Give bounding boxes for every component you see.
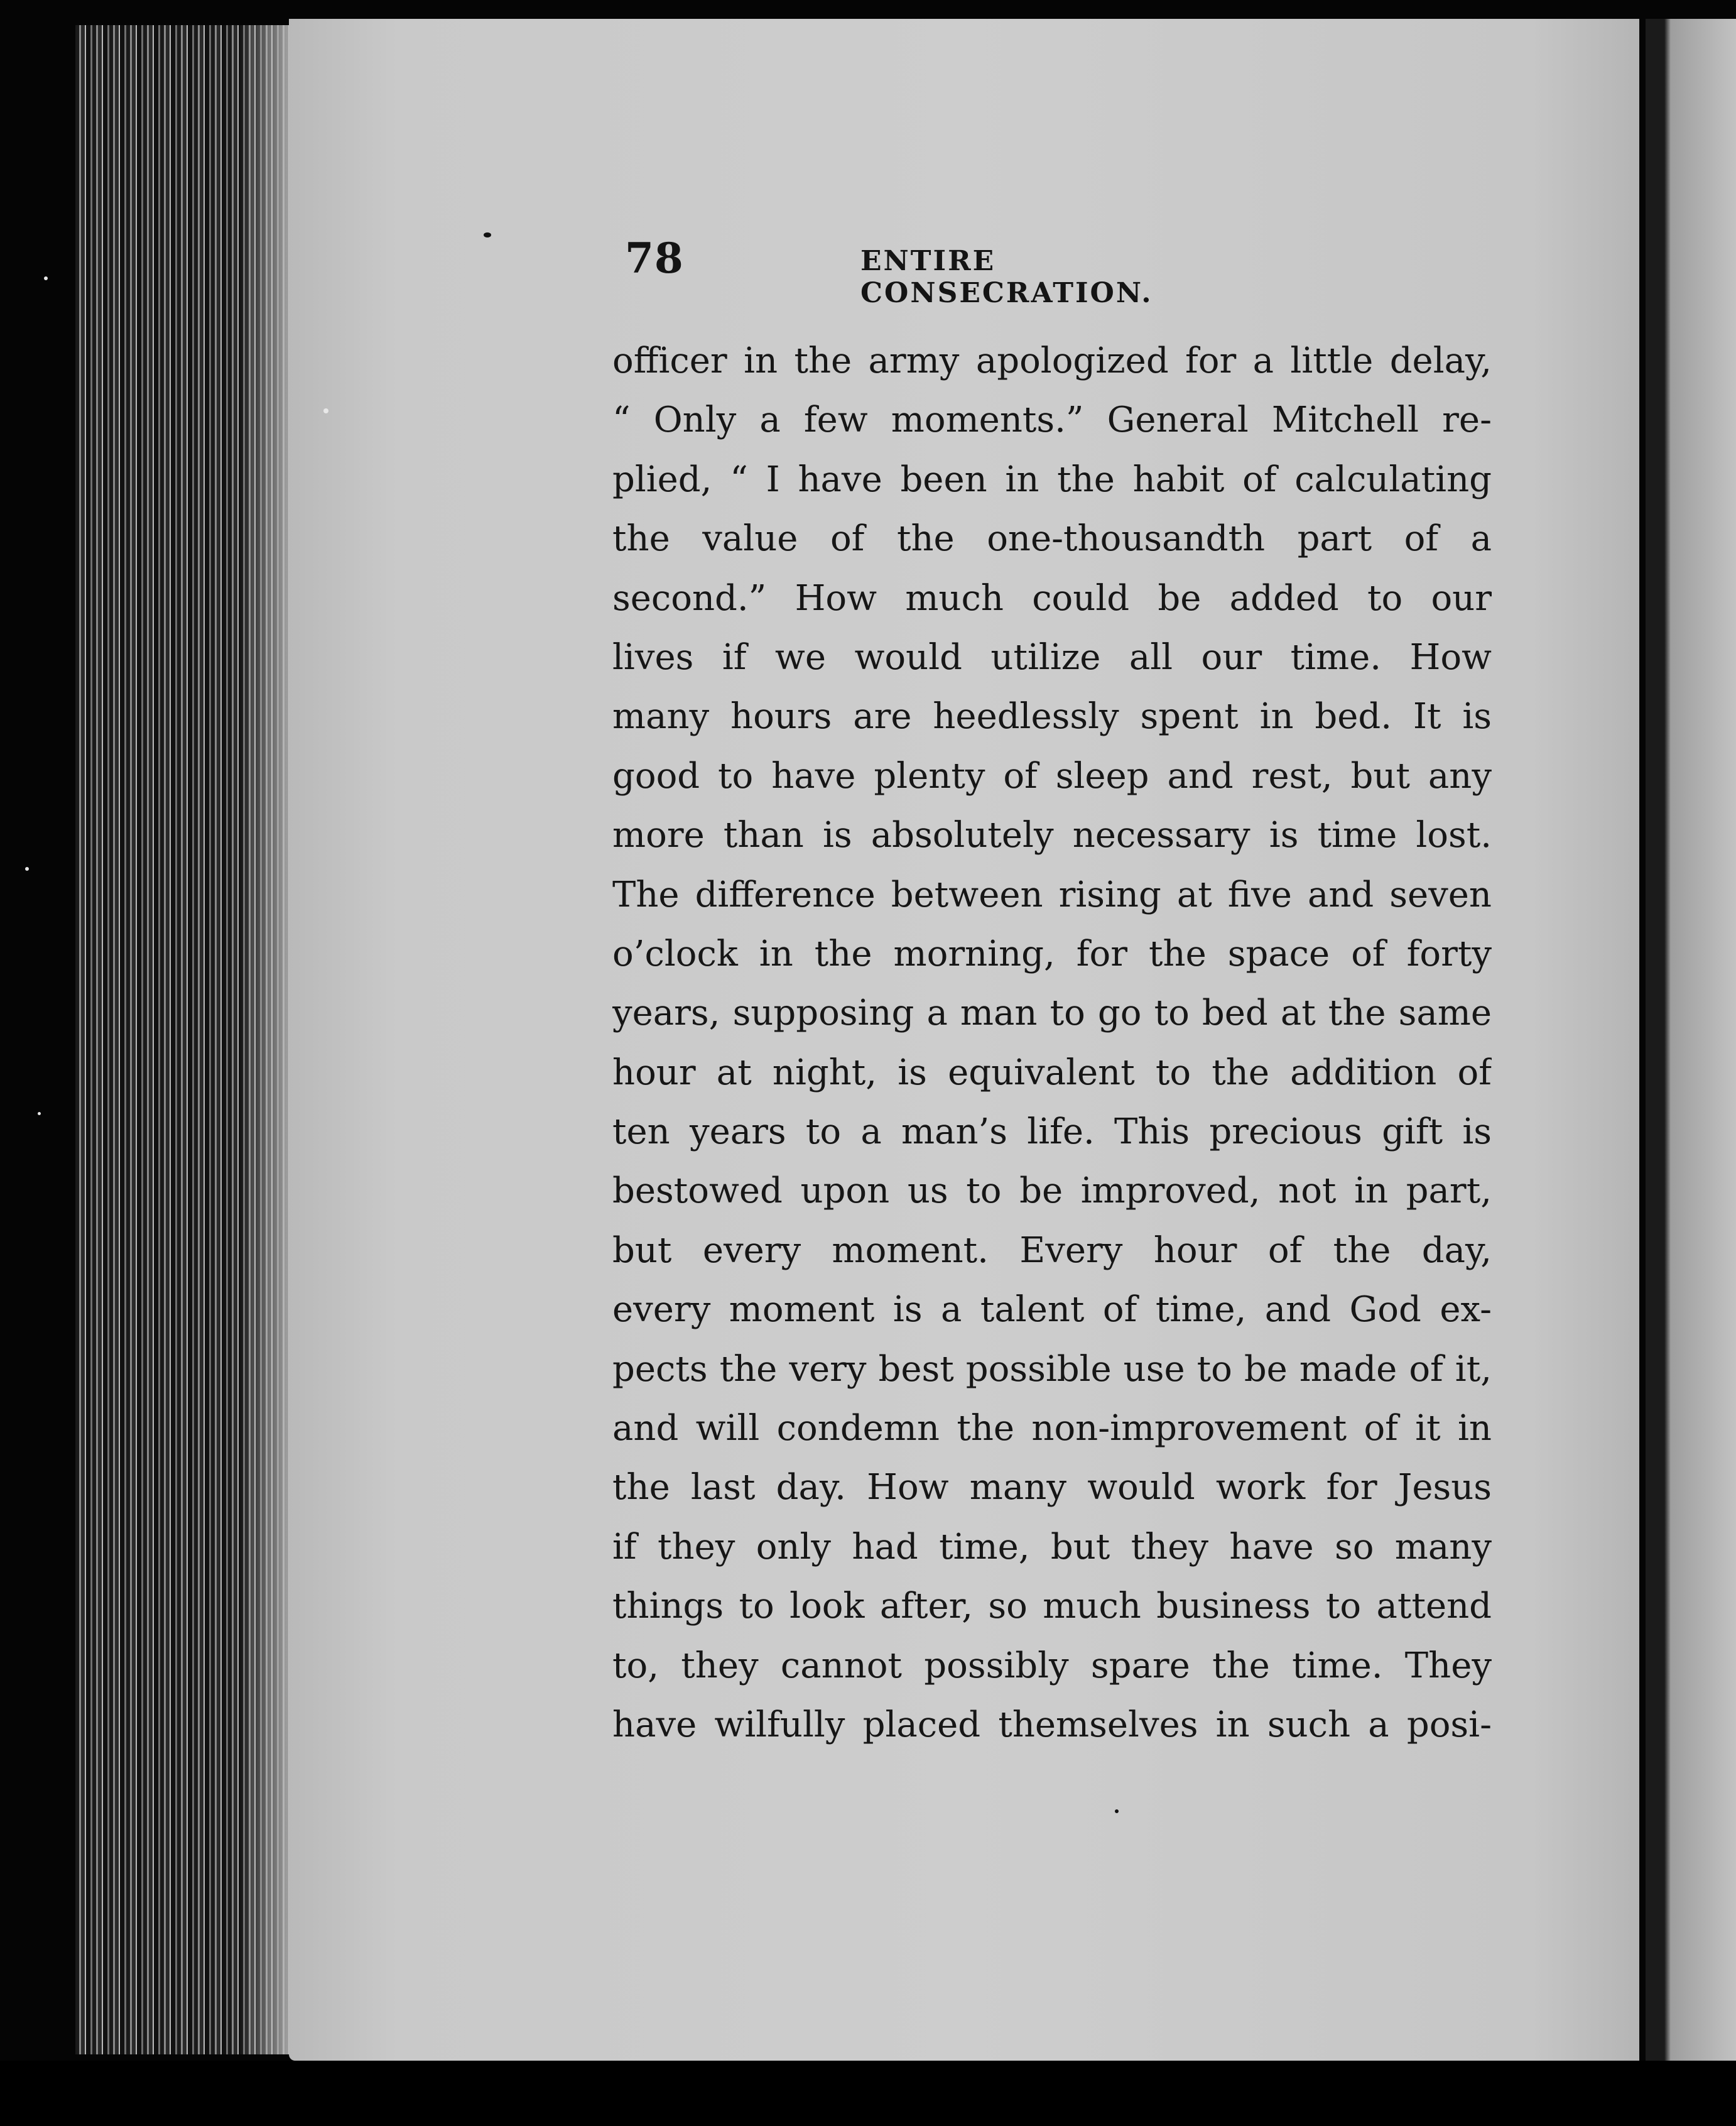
text-line: things to look after, so much business to attend	[612, 1586, 1492, 1627]
text-line: second.” How much could be added to our	[612, 577, 1492, 619]
text-line: plied, “ I have been in the habit of calculating	[612, 459, 1492, 500]
text-line: years, supposing a man to go to bed at the same	[612, 993, 1492, 1034]
scan-speck	[25, 867, 29, 871]
text-line: pects the very best possible use to be made of it,	[612, 1348, 1492, 1390]
facing-page-edge	[1646, 19, 1736, 2061]
text-line: every moment is a talent of time, and God ex-	[612, 1289, 1492, 1331]
body-text	[612, 332, 1492, 1755]
text-line: o’clock in the morning, for the space of forty	[612, 933, 1492, 974]
page-header	[625, 234, 1284, 309]
text-line: but every moment. Every hour of the day,	[612, 1229, 1492, 1271]
text-line: “ Only a few moments.” General Mitchell re-	[612, 400, 1492, 441]
text-line: good to have plenty of sleep and rest, but any	[612, 755, 1492, 797]
scan-speck	[44, 276, 48, 280]
text-line: hour at night, is equivalent to the addition of	[612, 1052, 1492, 1093]
text-line: have wilfully placed themselves in such a posi-	[612, 1704, 1492, 1745]
running-head: ENTIRE CONSECRATION.	[860, 245, 1153, 309]
text-line: many hours are heedlessly spent in bed. It is	[612, 696, 1492, 738]
text-line: if they only had time, but they have so many	[612, 1526, 1492, 1567]
text-line: the last day. How many would work for Jesus	[612, 1467, 1492, 1508]
text-line: and will condemn the non-improvement of it in	[612, 1408, 1492, 1449]
page-edge-shading	[239, 25, 295, 2054]
text-line: ten years to a man’s life. This precious gift is	[612, 1111, 1492, 1153]
text-line: the value of the one-thousandth part of a	[612, 518, 1492, 560]
text-line: officer in the army apologized for a little delay,	[612, 341, 1492, 381]
text-line: bestowed upon us to be improved, not in part,	[612, 1170, 1492, 1212]
text-line: to, they cannot possibly spare the time. They	[612, 1645, 1492, 1686]
scan-speck	[323, 408, 328, 413]
page-number: 78	[625, 234, 684, 283]
scan-border-bottom	[0, 2061, 1736, 2126]
scan-speck	[484, 232, 491, 237]
text-line: The difference between rising at five and seven	[612, 874, 1492, 915]
scan-speck	[1115, 1809, 1119, 1813]
scan-speck	[38, 1112, 41, 1115]
text-line: lives if we would utilize all our time. How	[612, 636, 1492, 678]
text-line: more than is absolutely necessary is time lost.	[612, 815, 1492, 856]
